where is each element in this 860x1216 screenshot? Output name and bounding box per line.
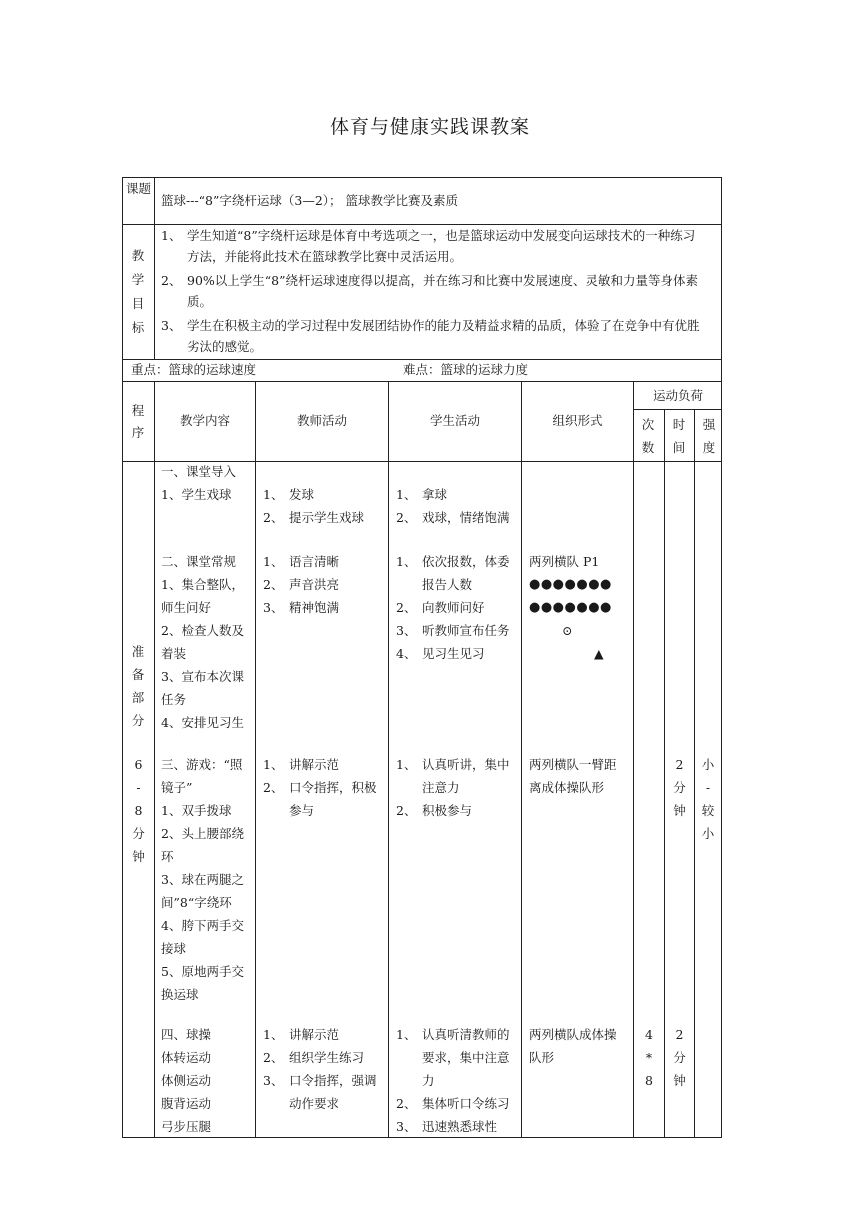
col-teacher: 教师活动 [296, 413, 347, 428]
topic-label: 课题 [125, 181, 151, 196]
page-title: 体育与健康实践课教案 [329, 116, 530, 138]
col-intensity: 强度 [702, 417, 716, 455]
observer-position-icon: ▲ [594, 646, 604, 661]
key-point: 重点：篮球的运球速度 [131, 362, 257, 377]
col-count: 次数 [641, 417, 655, 455]
col-load: 运动负荷 [652, 388, 703, 403]
formation-label: 两列横队 P1 [529, 554, 600, 569]
formation-row: ●●●●●●● [529, 600, 612, 615]
difficulty-point: 难点：篮球的运球力度 [403, 362, 529, 377]
goals-label: 教学目标 [131, 248, 145, 335]
col-sequence: 程序 [131, 403, 145, 440]
formation-row: ●●●●●●● [529, 577, 612, 592]
col-time: 时间 [672, 417, 686, 455]
lesson-topic: 篮球---“8”字绕杆运球（3—2）； 篮球教学比赛及素质 [161, 193, 459, 208]
col-content: 教学内容 [179, 413, 230, 428]
col-organization: 组织形式 [552, 413, 603, 428]
teacher-position-icon: ⊙ [562, 623, 573, 638]
col-student: 学生活动 [429, 413, 480, 428]
section-name: 准备部分 [131, 644, 145, 728]
